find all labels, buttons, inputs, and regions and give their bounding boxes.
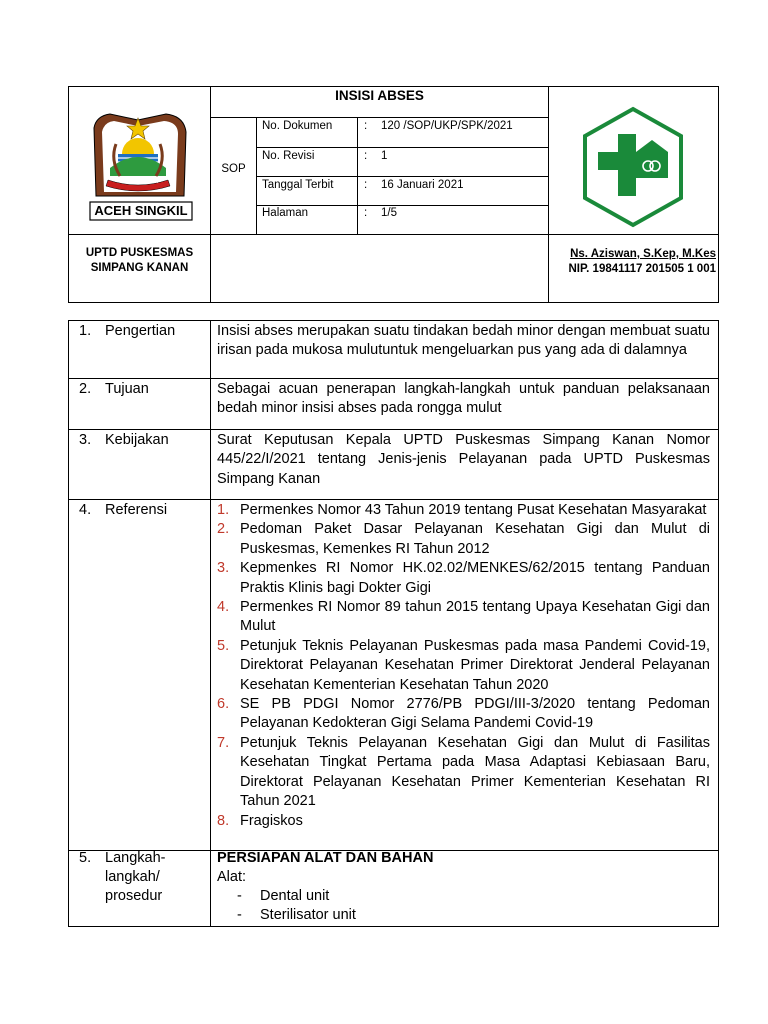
reference-item bbox=[217, 501, 710, 520]
meta-label-page: Halaman bbox=[262, 207, 309, 219]
meta-sep-date: : bbox=[364, 179, 368, 191]
meta-sep-page: : bbox=[364, 207, 368, 219]
reference-item bbox=[217, 695, 710, 734]
meta-label-rev: No. Revisi bbox=[262, 150, 315, 162]
meta-label-date: Tanggal Terbit bbox=[262, 179, 334, 191]
reference-text: Permenkes Nomor 43 Tahun 2019 tentang Pusat Kesehatan Masyarakat bbox=[240, 502, 707, 518]
meta-value-doc: 120 /SOP/UKP/SPK/2021 bbox=[381, 120, 513, 132]
row-1-number: 1. bbox=[79, 323, 92, 339]
procedure-subheading: Alat: bbox=[217, 869, 247, 885]
reference-number: 1. bbox=[217, 502, 230, 518]
reference-text: Fragiskos bbox=[240, 812, 303, 829]
reference-number: 4. bbox=[217, 599, 230, 616]
meta-value-date: 16 Januari 2021 bbox=[381, 179, 464, 191]
equipment-text: Dental unit bbox=[260, 888, 330, 904]
reference-number: 6. bbox=[217, 696, 230, 713]
signer-nip: NIP. 19841117 201505 1 001 bbox=[568, 263, 716, 275]
meta-value-rev: 1 bbox=[381, 150, 388, 162]
meta-value-page: 1/5 bbox=[381, 207, 397, 219]
row-1-label: Pengertian bbox=[105, 323, 176, 339]
reference-item bbox=[217, 812, 710, 831]
meta-sep-rev: : bbox=[364, 150, 368, 162]
row-4-label: Referensi bbox=[105, 502, 168, 518]
row-3-label: Kebijakan bbox=[105, 432, 169, 448]
reference-list bbox=[217, 501, 710, 831]
row-5-label-line2: langkah/ bbox=[105, 869, 160, 885]
puskesmas-logo bbox=[578, 106, 688, 228]
aceh-singkil-logo bbox=[86, 106, 196, 230]
meta-sep-doc: : bbox=[364, 120, 368, 132]
row-1-text: Insisi abses merupakan suatu tindakan bedah minor dengan membuat suatu irisan pada mukosa mulutuntuk mengeluarkan pus yang ada di dalamnya bbox=[217, 323, 710, 359]
procedure-heading: PERSIAPAN ALAT DAN BAHAN bbox=[217, 850, 434, 866]
reference-item bbox=[217, 598, 710, 637]
reference-number: 5. bbox=[217, 637, 230, 654]
org-name-line2: SIMPANG KANAN bbox=[90, 262, 189, 274]
row-5-label-line1: Langkah- bbox=[105, 850, 166, 866]
equipment-item bbox=[217, 887, 710, 906]
reference-item bbox=[217, 520, 710, 559]
row-2-label: Tujuan bbox=[105, 381, 149, 397]
equipment-item bbox=[217, 906, 710, 925]
reference-text: Pedoman Paket Dasar Pelayanan Kesehatan Gigi dan Mulut di Puskesmas, Kemenkes RI Tahun 2012 bbox=[240, 521, 710, 557]
org-name-line1: UPTD PUSKESMAS bbox=[85, 247, 194, 259]
sop-label: SOP bbox=[221, 163, 246, 175]
reference-number: 3. bbox=[217, 560, 230, 577]
reference-text: Kepmenkes RI Nomor HK.02.02/MENKES/62/2015 tentang Panduan Praktis Klinis bagi Dokter Gigi bbox=[240, 560, 710, 596]
reference-text: SE PB PDGI Nomor 2776/PB PDGI/III-3/2020 tentang Pedoman Pelayanan Kedokteran Gigi Selama Pandemi Covid-19 bbox=[240, 696, 710, 732]
row-4-number: 4. bbox=[79, 502, 92, 518]
reference-text: Petunjuk Teknis Pelayanan Kesehatan Gigi dan Mulut di Fasilitas Kesehatan Tingkat Pertama pada Masa Adaptasi Kebiasaan Baru, Direktorat Pelayanan Kesehatan Primer Kementerian Kesehatan RI Tahun 2021 bbox=[240, 734, 710, 810]
logo-region-name: ACEH SINGKIL bbox=[94, 203, 188, 218]
row-5-label-line3: prosedur bbox=[105, 888, 163, 904]
logo-banner-text: SEKATA SEPAKAT bbox=[123, 179, 159, 184]
signer-name: Ns. Aziswan, S.Kep, M.Kes bbox=[570, 248, 716, 260]
reference-number: 8. bbox=[217, 812, 230, 829]
reference-item bbox=[217, 734, 710, 812]
reference-item bbox=[217, 637, 710, 695]
row-3-number: 3. bbox=[79, 432, 92, 448]
reference-text: Petunjuk Teknis Pelayanan Puskesmas pada masa Pandemi Covid-19, Direktorat Pelayanan Kesehatan Primer Direktorat Jenderal Pelayanan Kesehatan Kementerian Kesehatan Tahun 2020 bbox=[240, 637, 710, 693]
reference-item bbox=[217, 559, 710, 598]
bullet-dash: - bbox=[237, 907, 242, 924]
equipment-list bbox=[217, 887, 710, 926]
meta-label-doc: No. Dokumen bbox=[262, 120, 333, 132]
row-5-number: 5. bbox=[79, 850, 92, 866]
document-title: INSISI ABSES bbox=[335, 88, 424, 103]
row-2-text: Sebagai acuan penerapan langkah-langkah untuk panduan pelaksanaan bedah minor insisi abses pada rongga mulut bbox=[217, 381, 710, 417]
row-3-text: Surat Keputusan Kepala UPTD Puskesmas Simpang Kanan Nomor 445/22/I/2021 tentang Jenis-jenis Pelayanan pada UPTD Puskesmas Simpang Kanan bbox=[217, 432, 710, 487]
bullet-dash: - bbox=[237, 888, 242, 904]
reference-text: Permenkes RI Nomor 89 tahun 2015 tentang Upaya Kesehatan Gigi dan Mulut bbox=[240, 599, 710, 635]
reference-number: 2. bbox=[217, 521, 230, 538]
row-2-number: 2. bbox=[79, 381, 92, 397]
reference-number: 7. bbox=[217, 734, 230, 751]
equipment-text: Sterilisator unit bbox=[260, 907, 356, 924]
